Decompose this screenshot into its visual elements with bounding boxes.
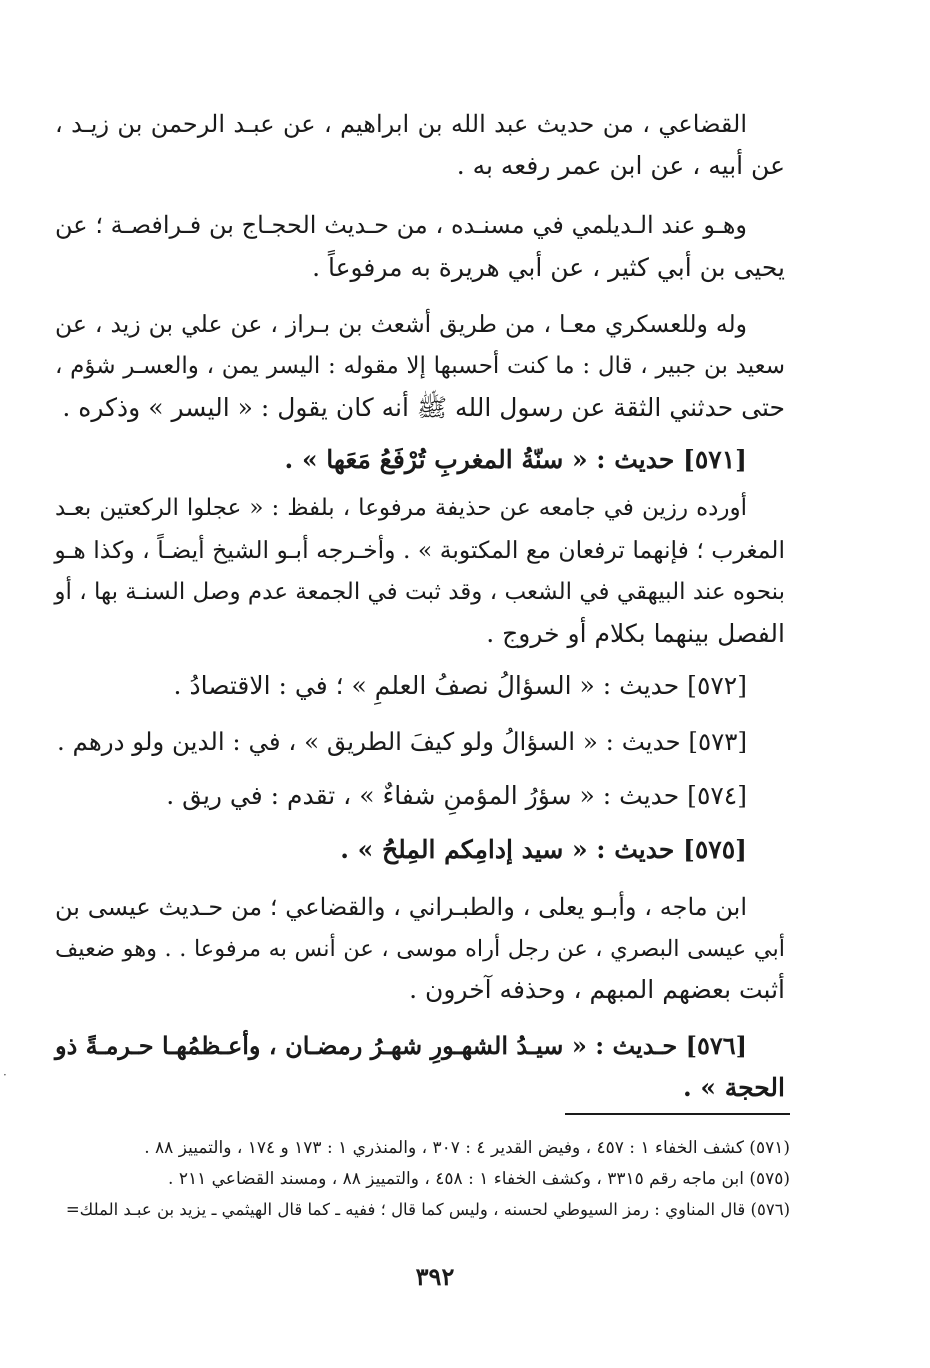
paragraph-4-line-3: بنحوه عند البيهقي في الشعب ، وقد ثبت في الجمعة عدم وصل السنـة بها ، أو [54, 579, 785, 605]
paragraph-2-line-1: وهـو عند الـديلمي في مسنـده ، من حـديث الحجـاج بن فـرافصـة ؛ عن [55, 211, 747, 239]
paragraph-2-line-2: يحيى بن أبي كثير ، عن أبي هريرة به مرفوعاً . [312, 253, 785, 282]
paragraph-5-line-1: ابن ماجه ، وأبـو يعلى ، والطبـراني ، والقضاعي ؛ من حـديث عيسى بن [55, 893, 747, 921]
hadith-heading-575: [٥٧٥] حديث : « سيد إدامِكم المِلحُ » . [340, 835, 747, 864]
paragraph-3-line-1: وله وللعسكري معـا ، من طريق أشعث بن بـراز ، عن علي بن زيد ، عن [55, 310, 747, 338]
page-number: ٣٩٢ [415, 1262, 455, 1291]
paragraph-5-line-2: أبي عيسى البصري ، عن رجل أراه موسى ، عن أنس به مرفوعا . . وهو ضعيف [55, 936, 785, 962]
footnote-576: (٥٧٦) قال المناوي : رمز السيوطي لحسنه ، وليس كما قال ؛ ففيه ـ كما قال الهيثمي ـ يزيد بن عبـد الملك= [65, 1200, 790, 1219]
paragraph-1-line-1: القضاعي ، من حديث عبد الله بن ابراهيم ، عن عبـد الرحمن بن زيـد ، [55, 110, 747, 138]
paragraph-4-line-1: أورده رزين في جامعه عن حذيفة مرفوعا ، بلفظ : « عجلوا الركعتين بعـد [55, 495, 747, 521]
hadith-heading-571: [٥٧١] حديث : « سنّةُ المغربِ تُرْفَعُ مَعَها » . [284, 445, 747, 474]
paragraph-3-line-2: سعيد بن جبير ، قال : ما كنت أحسبها إلا مقوله : اليسر يمن ، والعسـر شؤم ، [55, 353, 785, 379]
hadith-heading-572: [٥٧٢] حديث : « السؤالُ نصفُ العلمِ » ؛ في : الاقتصادُ . [173, 671, 747, 700]
hadith-heading-576-line-1: [٥٧٦] حـديث : « سيـدُ الشهـورِ شهـرُ رمضـان ، وأعـظمُهـا حـرمـةً ذو [55, 1031, 747, 1060]
paragraph-5-line-3: أثبت بعضهم المبهم ، وحذفه آخرون . [409, 975, 785, 1004]
paragraph-3-line-3: حتى حدثني الثقة عن رسول الله ﷺ أنه كان يقول : « اليسر » وذكره . [62, 393, 785, 422]
paragraph-4-line-4: الفصل بينهما بكلام أو خروج . [486, 619, 785, 648]
paragraph-4-line-2: المغرب ؛ فإنهما ترفعان مع المكتوبة » . وأخـرجه أبـو الشيخ أيضـاً ، وكذا هـو [54, 536, 785, 564]
hadith-heading-573: [٥٧٣] حديث : « السؤالُ ولو كيفَ الطريق » ، في : الدين ولو درهم . [56, 727, 747, 756]
scan-mark: · [3, 1068, 7, 1082]
footnote-571: (٥٧١) كشف الخفاء ١ : ٤٥٧ ، وفيض القدير ٤ : ٣٠٧ ، والمنذري ١ : ١٧٣ و ١٧٤ ، والتمييز ٨٨ . [144, 1138, 790, 1158]
paragraph-1-line-2: عن أبيه ، عن ابن عمر رفعه به . [456, 151, 785, 180]
hadith-heading-576-line-2: الحجة » . [683, 1073, 785, 1102]
footnote-575: (٥٧٥) ابن ماجه رقم ٣٣١٥ ، وكشف الخفاء ١ : ٤٥٨ ، والتمييز ٨٨ ، ومسند القضاعي ٢١١ . [168, 1169, 790, 1189]
hadith-heading-574: [٥٧٤] حديث : « سؤرُ المؤمنِ شفاءٌ » ، تقدم : في ريق . [166, 781, 747, 810]
footnote-separator [565, 1113, 790, 1115]
